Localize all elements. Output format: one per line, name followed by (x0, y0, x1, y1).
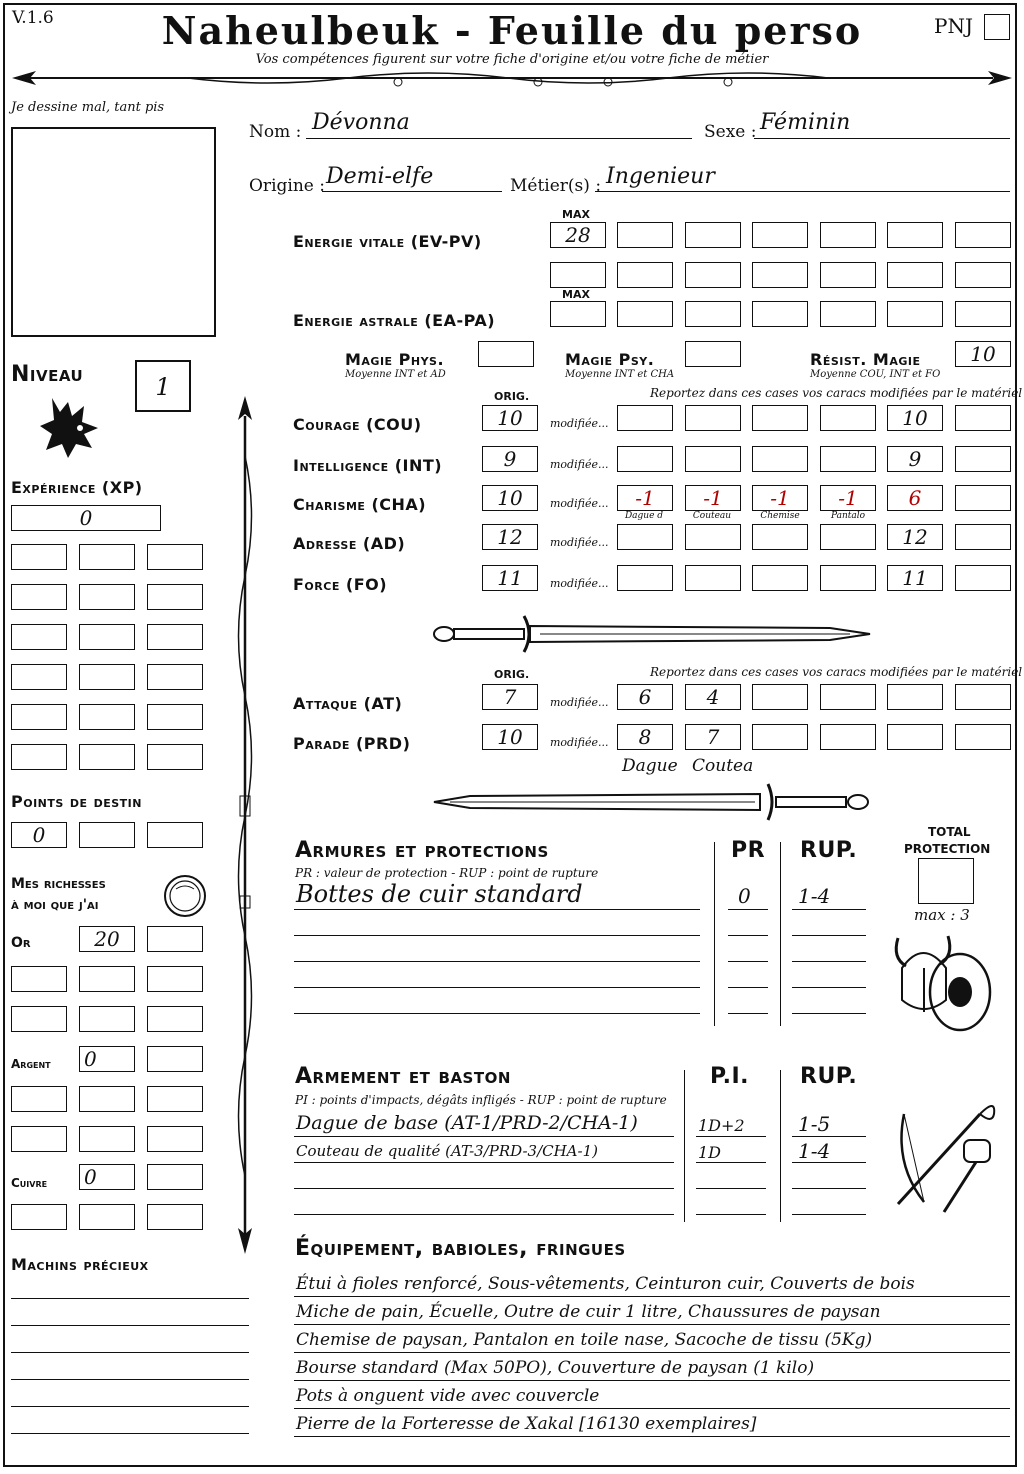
stat-mod-box[interactable] (955, 524, 1011, 550)
ev-box[interactable] (887, 222, 943, 248)
stat-mod-box[interactable] (685, 565, 741, 591)
xp-grid-box[interactable] (147, 704, 203, 730)
equipment-line (294, 1296, 1010, 1297)
armor-title: Armures et protections (295, 838, 549, 863)
sword-icon (430, 612, 875, 658)
combat-orig-box[interactable]: 10 (482, 724, 538, 750)
origine-value[interactable]: Demi-elfe (326, 164, 434, 189)
combat-mod-box[interactable] (955, 724, 1011, 750)
stat-mod-box[interactable]: 11 (887, 565, 943, 591)
argent-box[interactable] (147, 1126, 203, 1152)
resist-magie-note: Moyenne COU, INT et FO (810, 369, 941, 380)
weapon-item-rup[interactable]: 1-4 (798, 1139, 831, 1163)
armor-pr-line[interactable] (728, 935, 768, 936)
combat-mod-box[interactable] (887, 684, 943, 710)
stat-mod-box[interactable] (955, 405, 1011, 431)
stat-label: Force (FO) (293, 575, 388, 594)
stat-mod-box[interactable] (752, 405, 808, 431)
argent-box[interactable] (11, 1126, 67, 1152)
metier-value[interactable]: Ingenieur (606, 164, 715, 189)
stat-mod-box[interactable] (617, 405, 673, 431)
xp-grid-box[interactable] (11, 744, 67, 770)
weapons-note: PI : points d'impacts, dégâts infligés - RUP : point de rupture (295, 1093, 667, 1107)
weapons-title: Armement et baston (295, 1064, 511, 1089)
ea-box[interactable] (685, 301, 741, 327)
precieux-line[interactable] (11, 1433, 249, 1434)
sword-icon (430, 780, 875, 826)
armor-item-name[interactable]: Bottes de cuir standard (296, 880, 583, 908)
combat-modif-label: modifiée... (550, 696, 609, 709)
cuivre-box[interactable] (11, 1204, 67, 1230)
xp-grid-box[interactable] (79, 744, 135, 770)
stat-mod-box[interactable]: -1 (617, 485, 673, 511)
version-label: V.1.6 (12, 8, 54, 28)
equipment-item[interactable]: Bourse standard (Max 50PO), Couverture de paysan (1 kilo) (296, 1358, 815, 1378)
stat-orig-box[interactable]: 10 (482, 485, 538, 511)
destin-box[interactable]: 0 (11, 822, 67, 848)
metier-line (595, 191, 1010, 192)
weapon-item-pi[interactable]: 1D (698, 1143, 722, 1162)
xp-grid-box[interactable] (11, 704, 67, 730)
xp-label: Expérience (XP) (11, 478, 143, 497)
equipment-line (294, 1408, 1010, 1409)
total-protection-label-1: TOTAL (928, 825, 971, 839)
precieux-line[interactable] (11, 1298, 249, 1299)
ev-box[interactable] (685, 262, 741, 288)
or-box[interactable]: 20 (79, 926, 135, 952)
precieux-line[interactable] (11, 1325, 249, 1326)
stat-orig-box[interactable]: 11 (482, 565, 538, 591)
armor-rup-line[interactable] (792, 909, 866, 910)
equipment-item[interactable]: Étui à fioles renforcé, Sous-vêtements, Ceinturon cuir, Couverts de bois (296, 1274, 915, 1294)
armor-rup-line[interactable] (792, 961, 866, 962)
ea-max-label: MAX (562, 288, 590, 301)
equipment-line (294, 1436, 1010, 1437)
stat-mod-box[interactable]: 12 (887, 524, 943, 550)
equipment-item[interactable]: Pots à onguent vide avec couvercle (296, 1386, 600, 1406)
armor-pr-line[interactable] (728, 909, 768, 910)
combat-modif-label: modifiée... (550, 736, 609, 749)
armor-pr-line[interactable] (728, 961, 768, 962)
precieux-line[interactable] (11, 1379, 249, 1380)
ev-box[interactable] (685, 222, 741, 248)
combat-mod-box[interactable] (820, 724, 876, 750)
weapon-item-rup[interactable]: 1-5 (798, 1112, 831, 1136)
armor-divider (714, 842, 715, 1026)
xp-box[interactable]: 0 (11, 505, 161, 531)
armor-pr-label: PR (731, 838, 766, 863)
argent-box[interactable]: 0 (79, 1046, 135, 1072)
xp-grid-box[interactable] (147, 744, 203, 770)
combat-weapon-name: Dague (622, 756, 678, 776)
ev-box[interactable] (752, 262, 808, 288)
argent-box[interactable] (11, 1086, 67, 1112)
combat-label: Parade (PRD) (293, 734, 411, 753)
combat-mod-box[interactable] (752, 724, 808, 750)
xp-grid-box[interactable] (79, 584, 135, 610)
argent-label: Argent (11, 1057, 51, 1071)
or-box[interactable] (147, 926, 203, 952)
armor-rup-line[interactable] (792, 935, 866, 936)
equipment-item[interactable]: Pierre de la Forteresse de Xakal [16130 exemplaires] (296, 1414, 757, 1434)
equipment-line (294, 1380, 1010, 1381)
stat-mod-box[interactable] (955, 446, 1011, 472)
xp-grid-box[interactable] (147, 664, 203, 690)
stat-mod-box[interactable] (685, 524, 741, 550)
spear-ornament-icon (8, 66, 1016, 92)
stat-mod-box[interactable] (955, 565, 1011, 591)
equipment-line (294, 1324, 1010, 1325)
armor-line[interactable] (294, 909, 700, 910)
xp-grid-box[interactable] (147, 624, 203, 650)
armor-divider (780, 842, 781, 1026)
xp-grid-box[interactable] (147, 584, 203, 610)
armor-line[interactable] (294, 987, 700, 988)
weapon-pi-line[interactable] (696, 1188, 766, 1189)
sexe-label: Sexe : (704, 122, 757, 142)
ev-box[interactable] (617, 222, 673, 248)
ea-box[interactable] (887, 301, 943, 327)
stat-mod-box[interactable]: -1 (752, 485, 808, 511)
equipment-line (294, 1352, 1010, 1353)
origine-line (322, 191, 502, 192)
stat-label: Intelligence (INT) (293, 456, 443, 475)
ev-box[interactable] (887, 262, 943, 288)
combat-mod-box[interactable]: 8 (617, 724, 673, 750)
vertical-spear-icon (230, 396, 260, 1256)
weapons-divider (684, 1070, 685, 1222)
armor-item-rup[interactable]: 1-4 (798, 884, 831, 908)
combat-mod-box[interactable] (887, 724, 943, 750)
stat-modif-label: modifiée... (550, 458, 609, 471)
stat-mod-box[interactable] (955, 485, 1011, 511)
combat-mod-box[interactable] (955, 684, 1011, 710)
stat-modif-label: modifiée... (550, 497, 609, 510)
magie-phys-box[interactable] (478, 341, 534, 367)
helmet-shield-icon (888, 928, 1000, 1036)
nom-line (306, 138, 692, 139)
argent-box[interactable] (147, 1086, 203, 1112)
armor-pr-line[interactable] (728, 1013, 768, 1014)
xp-grid-box[interactable] (79, 664, 135, 690)
xp-grid-box[interactable] (11, 544, 67, 570)
ea-box[interactable] (617, 301, 673, 327)
stat-mod-box[interactable] (820, 524, 876, 550)
stat-mod-box[interactable] (752, 446, 808, 472)
stat-mod-box[interactable]: -1 (685, 485, 741, 511)
stat-label: Adresse (AD) (293, 534, 406, 553)
weapon-item-name[interactable]: Dague de base (AT-1/PRD-2/CHA-1) (296, 1112, 638, 1134)
precieux-line[interactable] (11, 1406, 249, 1407)
destin-box[interactable] (147, 822, 203, 848)
stat-mod-box[interactable]: 9 (887, 446, 943, 472)
ea-box[interactable] (955, 301, 1011, 327)
total-protection-label-2: PROTECTION (904, 842, 991, 856)
magie-phys-note: Moyenne INT et AD (345, 369, 446, 380)
magie-psy-box[interactable] (685, 341, 741, 367)
ev-box[interactable] (820, 262, 876, 288)
stat-mod-box[interactable] (820, 565, 876, 591)
combat-weapon-name: Coutea (692, 756, 754, 776)
cuivre-box[interactable] (147, 1164, 203, 1190)
metier-label: Métier(s) : (510, 176, 602, 196)
sexe-value[interactable]: Féminin (760, 110, 851, 135)
cha-sublabel: Pantalo (830, 511, 866, 521)
cha-sublabel: Dague d (624, 511, 664, 521)
sexe-line (754, 138, 1010, 139)
xp-grid-box[interactable] (11, 584, 67, 610)
weapon-rup-line[interactable] (792, 1188, 866, 1189)
stat-mod-box[interactable] (820, 446, 876, 472)
equipment-item[interactable]: Miche de pain, Écuelle, Outre de cuir 1 litre, Chaussures de paysan (296, 1302, 881, 1322)
argent-box[interactable] (147, 1046, 203, 1072)
stat-modif-label: modifiée... (550, 577, 609, 590)
ea-box[interactable] (752, 301, 808, 327)
stat-mod-box[interactable]: 10 (887, 405, 943, 431)
stat-mod-box[interactable] (752, 565, 808, 591)
or-box[interactable] (147, 1006, 203, 1032)
weapon-line[interactable] (294, 1214, 674, 1215)
armor-pr-line[interactable] (728, 987, 768, 988)
stat-label: Courage (COU) (293, 415, 422, 434)
xp-grid-box[interactable] (147, 544, 203, 570)
weapon-item-pi[interactable]: 1D+2 (698, 1116, 745, 1135)
ev-box[interactable] (752, 222, 808, 248)
cha-sublabel: Chemise (760, 511, 800, 521)
richesses-label-1: Mes richesses (11, 876, 106, 892)
cha-sublabel: Couteau (692, 511, 732, 521)
stat-mod-box[interactable] (617, 565, 673, 591)
total-protection-box[interactable] (918, 858, 974, 904)
destin-box[interactable] (79, 822, 135, 848)
weapon-pi-line[interactable] (696, 1136, 766, 1137)
cuivre-box[interactable] (147, 1204, 203, 1230)
dragon-icon (38, 392, 104, 464)
ev-max-label: MAX (562, 208, 590, 221)
weapons-divider (780, 1070, 781, 1222)
stat-mod-box[interactable] (820, 405, 876, 431)
ev-max-box[interactable]: 28 (550, 222, 606, 248)
xp-grid-box[interactable] (11, 624, 67, 650)
precieux-line[interactable] (11, 1352, 249, 1353)
combat-mod-box[interactable] (752, 684, 808, 710)
or-box[interactable] (147, 966, 203, 992)
armor-line[interactable] (294, 1013, 700, 1014)
ev-box[interactable] (820, 222, 876, 248)
cuivre-box[interactable]: 0 (79, 1164, 135, 1190)
combat-mod-box[interactable] (820, 684, 876, 710)
stat-mod-box[interactable] (685, 405, 741, 431)
crossed-weapons-icon (884, 1094, 1004, 1216)
weapon-rup-line[interactable] (792, 1162, 866, 1163)
armor-rup-line[interactable] (792, 987, 866, 988)
cuivre-box[interactable] (79, 1204, 135, 1230)
ev-box[interactable] (617, 262, 673, 288)
weapon-rup-line[interactable] (792, 1214, 866, 1215)
magie-phys-label: Magie Phys. (345, 350, 445, 369)
max-protection-label: max : 3 (914, 906, 970, 924)
combat-orig-label: ORIG. (494, 668, 530, 681)
resist-magie-label: Résist. Magie (810, 350, 921, 369)
combat-label: Attaque (AT) (293, 694, 403, 713)
stat-mod-box[interactable] (617, 446, 673, 472)
xp-grid-box[interactable] (79, 544, 135, 570)
armor-note: PR : valeur de protection - RUP : point de rupture (295, 866, 599, 880)
ev-box[interactable] (955, 262, 1011, 288)
sheet-title: Naheulbeuk - Feuille du perso (161, 8, 863, 53)
stat-label: Charisme (CHA) (293, 495, 427, 514)
ev-box[interactable] (550, 262, 606, 288)
ea-box[interactable] (820, 301, 876, 327)
orig-label: ORIG. (494, 390, 530, 403)
destin-label: Points de destin (11, 792, 142, 811)
combat-report-note: Reportez dans ces cases vos caracs modifiées par le matériel (650, 665, 1023, 679)
combat-mod-box[interactable]: 7 (685, 724, 741, 750)
or-box[interactable] (79, 1006, 135, 1032)
stat-mod-box[interactable] (617, 524, 673, 550)
stat-mod-box[interactable] (752, 524, 808, 550)
weapon-line[interactable] (294, 1188, 674, 1189)
stat-orig-box[interactable]: 12 (482, 524, 538, 550)
ev-box[interactable] (955, 222, 1011, 248)
or-label: Or (11, 935, 31, 951)
stat-mod-box[interactable]: -1 (820, 485, 876, 511)
niveau-label: Niveau (11, 362, 84, 387)
ev-label: Energie vitale (EV-PV) (293, 232, 482, 251)
nom-value[interactable]: Dévonna (312, 110, 410, 135)
armor-line[interactable] (294, 961, 700, 962)
cuivre-label: Cuivre (11, 1176, 48, 1190)
weapons-pi-label: P.I. (710, 1064, 749, 1089)
or-box[interactable] (79, 966, 135, 992)
stat-orig-box[interactable]: 10 (482, 405, 538, 431)
stat-modif-label: modifiée... (550, 417, 609, 430)
stat-orig-box[interactable]: 9 (482, 446, 538, 472)
armor-line[interactable] (294, 935, 700, 936)
stat-mod-box[interactable] (685, 446, 741, 472)
combat-orig-box[interactable]: 7 (482, 684, 538, 710)
resist-magie-box[interactable]: 10 (955, 341, 1011, 367)
ea-max-box[interactable] (550, 301, 606, 327)
xp-grid-box[interactable] (11, 664, 67, 690)
armor-rup-label: RUP. (800, 838, 858, 863)
argent-box[interactable] (79, 1126, 135, 1152)
equipment-title: Équipement, babioles, fringues (295, 1236, 626, 1261)
armor-item-pr[interactable]: 0 (738, 884, 751, 908)
argent-box[interactable] (79, 1086, 135, 1112)
pnj-checkbox[interactable] (984, 14, 1010, 40)
weapon-line[interactable] (294, 1136, 674, 1137)
weapon-rup-line[interactable] (792, 1136, 866, 1137)
combat-mod-box[interactable]: 4 (685, 684, 741, 710)
sheet-subtitle: Vos compétences figurent sur votre fiche d'origine et/ou votre fiche de métier (255, 52, 769, 67)
niveau-box[interactable]: 1 (135, 360, 191, 412)
portrait-box[interactable] (11, 127, 216, 337)
origine-label: Origine : (249, 176, 325, 196)
coin-icon (162, 873, 208, 919)
xp-grid-box[interactable] (79, 624, 135, 650)
combat-mod-box[interactable]: 6 (617, 684, 673, 710)
magie-psy-label: Magie Psy. (565, 350, 655, 369)
stat-modif-label: modifiée... (550, 536, 609, 549)
magie-psy-note: Moyenne INT et CHA (565, 369, 675, 380)
equipment-item[interactable]: Chemise de paysan, Pantalon en toile nase, Sacoche de tissu (5Kg) (296, 1330, 873, 1350)
weapon-line[interactable] (294, 1162, 674, 1163)
or-box[interactable] (11, 966, 67, 992)
xp-grid-box[interactable] (79, 704, 135, 730)
armor-rup-line[interactable] (792, 1013, 866, 1014)
weapon-pi-line[interactable] (696, 1162, 766, 1163)
weapon-pi-line[interactable] (696, 1214, 766, 1215)
weapons-rup-label: RUP. (800, 1064, 858, 1089)
portrait-caption: Je dessine mal, tant pis (11, 100, 165, 115)
report-note: Reportez dans ces cases vos caracs modifiées par le matériel (650, 386, 1023, 400)
richesses-label-2: à moi que j'ai (11, 897, 99, 913)
precieux-label: Machins précieux (11, 1255, 149, 1274)
stat-mod-box[interactable]: 6 (887, 485, 943, 511)
nom-label: Nom : (249, 122, 302, 142)
ea-label: Energie astrale (EA-PA) (293, 311, 496, 330)
pnj-label: PNJ (934, 14, 973, 38)
weapon-item-name[interactable]: Couteau de qualité (AT-3/PRD-3/CHA-1) (296, 1142, 598, 1160)
or-box[interactable] (11, 1006, 67, 1032)
